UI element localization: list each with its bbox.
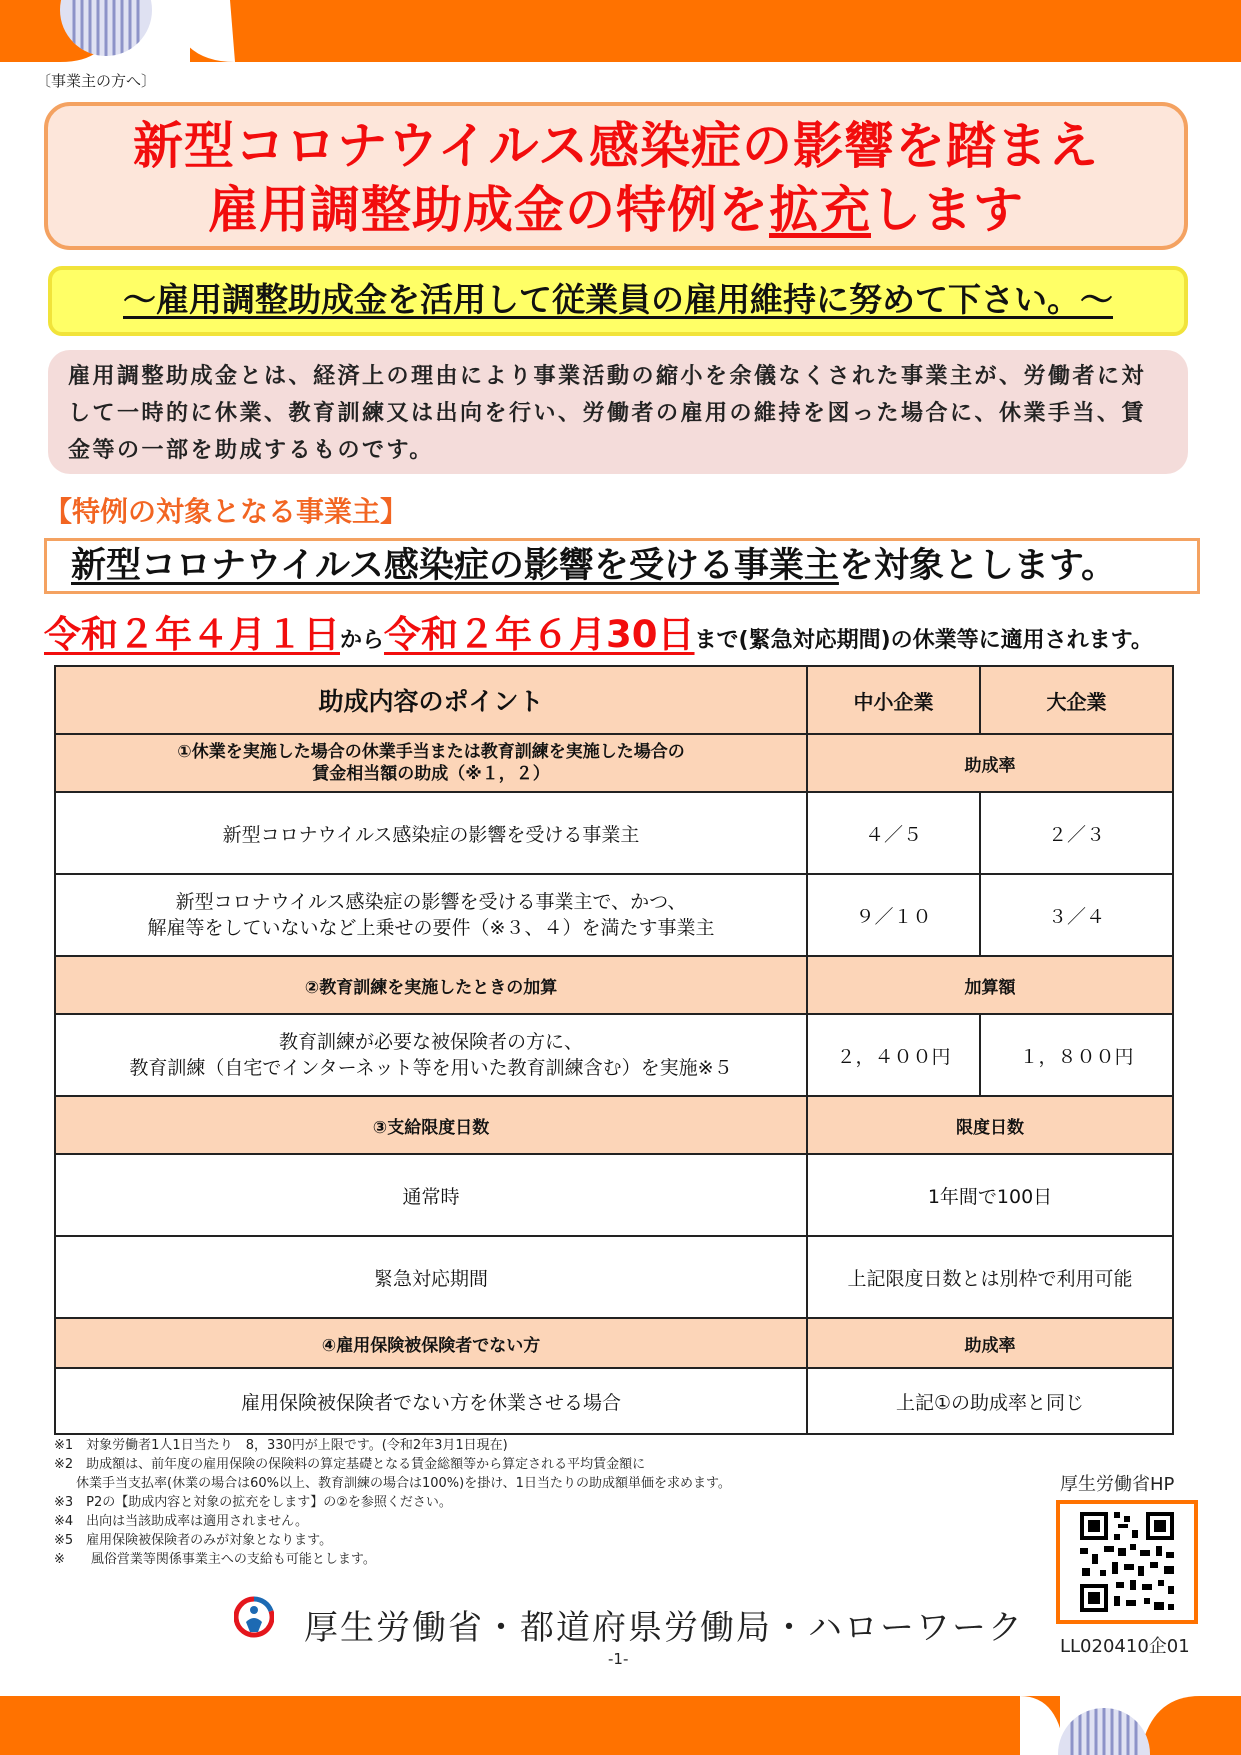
row-large-value: ３／４: [980, 874, 1173, 956]
row-value: 上記①の助成率と同じ: [807, 1368, 1173, 1434]
section-2-title: ②教育訓練を実施したときの加算: [55, 956, 807, 1014]
row-label-l2: 教育訓練（自宅でインターネット等を用いた教育訓練含む）を実施※５: [129, 1057, 733, 1079]
organization-name: 厚生労働省・都道府県労働局・ハローワーク: [304, 1608, 1024, 1648]
footnote-2b: 休業手当支払率(休業の場合は60%以上、教育訓練の場合は100%)を掛け、1日当たりの助成額単価を求めます。: [76, 1476, 731, 1491]
footnote-2a: ※2 助成額は、前年度の雇用保険の保険料の算定基礎となる賃金総額等から算定される平均賃金額に: [54, 1457, 646, 1472]
audience-label: 〔事業主の方へ〕: [36, 72, 157, 90]
title-line-2-post: します: [871, 181, 1024, 239]
row-label: [55, 1014, 807, 1096]
header-large: 大企業: [980, 666, 1173, 734]
section-3-col: 限度日数: [807, 1096, 1173, 1154]
page-number: -1-: [608, 1650, 629, 1668]
footnote-5: ※5 雇用保険被保険者のみが対象となります。: [54, 1533, 333, 1548]
table-row: [55, 1368, 1173, 1434]
table-row: [55, 1154, 1173, 1236]
top-banner: [0, 0, 1241, 66]
decorative-circle-icon: [1058, 1704, 1150, 1755]
target-box: [44, 538, 1200, 594]
row-sme-value: ４／５: [807, 792, 980, 874]
title-line-2: [48, 178, 1184, 242]
target-text-underlined: 新型コロナウイルス感染症の影響を受ける事業主: [71, 546, 839, 586]
section-2-col: 加算額: [807, 956, 1173, 1014]
title-emphasis: 拡充: [769, 181, 871, 239]
table-row: [55, 1236, 1173, 1318]
section-1-header: [55, 734, 1173, 792]
row-label: 緊急対応期間: [55, 1236, 807, 1318]
row-value: 上記限度日数とは別枠で利用可能: [807, 1236, 1173, 1318]
row-large-value: １，８００円: [980, 1014, 1173, 1096]
section-1-title-l2: 賃金相当額の助成（※１，２）: [312, 764, 550, 784]
row-label: 新型コロナウイルス感染症の影響を受ける事業主: [55, 792, 807, 874]
qr-code-icon: [1060, 1504, 1194, 1620]
row-label-l1: 教育訓練が必要な被保険者の方に、: [278, 1031, 583, 1053]
subsidy-table: [54, 665, 1174, 1435]
row-label-l2: 解雇等をしていないなど上乗せの要件（※３、４）を満たす事業主: [147, 917, 715, 939]
section-2-header: [55, 956, 1173, 1014]
mhlw-logo-icon: [234, 1596, 274, 1638]
section-4-col: 助成率: [807, 1318, 1173, 1368]
section-3-header: [55, 1096, 1173, 1154]
target-heading: 【特例の対象となる事業主】: [44, 495, 409, 528]
qr-code[interactable]: [1056, 1500, 1198, 1624]
table-header-row: [55, 666, 1173, 734]
row-label: 通常時: [55, 1154, 807, 1236]
target-text: を対象とします。: [838, 546, 1117, 586]
footnote-1: ※1 対象労働者1人1日当たり 8，330円が上限です。(令和2年3月1日現在): [54, 1438, 508, 1453]
period-start: 令和２年４月１日: [44, 613, 340, 656]
header-point: 助成内容のポイント: [55, 666, 807, 734]
section-1-col: 助成率: [807, 734, 1173, 792]
period-from: から: [340, 628, 385, 653]
section-4-header: [55, 1318, 1173, 1368]
row-label-l1: 新型コロナウイルス感染症の影響を受ける事業主で、かつ、: [175, 891, 687, 913]
description-box: 雇用調整助成金とは、経済上の理由により事業活動の縮小を余儀なくされた事業主が、労働者に対して一時的に休業、教育訓練又は出向を行い、労働者の雇用の維持を図った場合に、休業手当、賃金等の一部を助成するものです。: [48, 350, 1188, 474]
footnote-3: ※3 P2の【助成内容と対象の拡充をします】の②を参照ください。: [54, 1495, 452, 1510]
section-1-title-l1: ①休業を実施した場合の休業手当または教育訓練を実施した場合の: [177, 742, 685, 762]
title-box: [44, 102, 1188, 250]
footnote-4: ※4 出向は当該助成率は適用されません。: [54, 1514, 308, 1529]
row-value: 1年間で100日: [807, 1154, 1173, 1236]
period-end: 令和２年６月30日: [384, 613, 695, 656]
row-sme-value: ９／１０: [807, 874, 980, 956]
footnotes: [54, 1436, 731, 1569]
table-row: [55, 1014, 1173, 1096]
section-4-title: ④雇用保険被保険者でない方: [55, 1318, 807, 1368]
title-line-1: 新型コロナウイルス感染症の影響を踏まえ: [133, 117, 1099, 175]
row-sme-value: ２，４００円: [807, 1014, 980, 1096]
row-large-value: ２／３: [980, 792, 1173, 874]
period-line: [44, 604, 1153, 658]
table-row: [55, 874, 1173, 956]
qr-label: 厚生労働省HP: [1060, 1474, 1175, 1495]
row-label: 雇用保険被保険者でない方を休業させる場合: [55, 1368, 807, 1434]
row-label: [55, 874, 807, 956]
table-row: [55, 792, 1173, 874]
footnote-6: ※ 風俗営業等関係事業主への支給も可能とします。: [54, 1552, 376, 1567]
title-line-2-pre: 雇用調整助成金の特例を: [208, 181, 769, 239]
section-3-title: ③支給限度日数: [55, 1096, 807, 1154]
header-sme: 中小企業: [807, 666, 980, 734]
period-rest: まで(緊急対応期間)の休業等に適用されます。: [694, 628, 1153, 653]
subtitle-banner: ～雇用調整助成金を活用して従業員の雇用維持に努めて下さい。～: [48, 266, 1188, 336]
section-1-title: [55, 734, 807, 792]
document-code: LL020410企01: [1060, 1636, 1190, 1657]
bottom-banner: [0, 1694, 1241, 1755]
